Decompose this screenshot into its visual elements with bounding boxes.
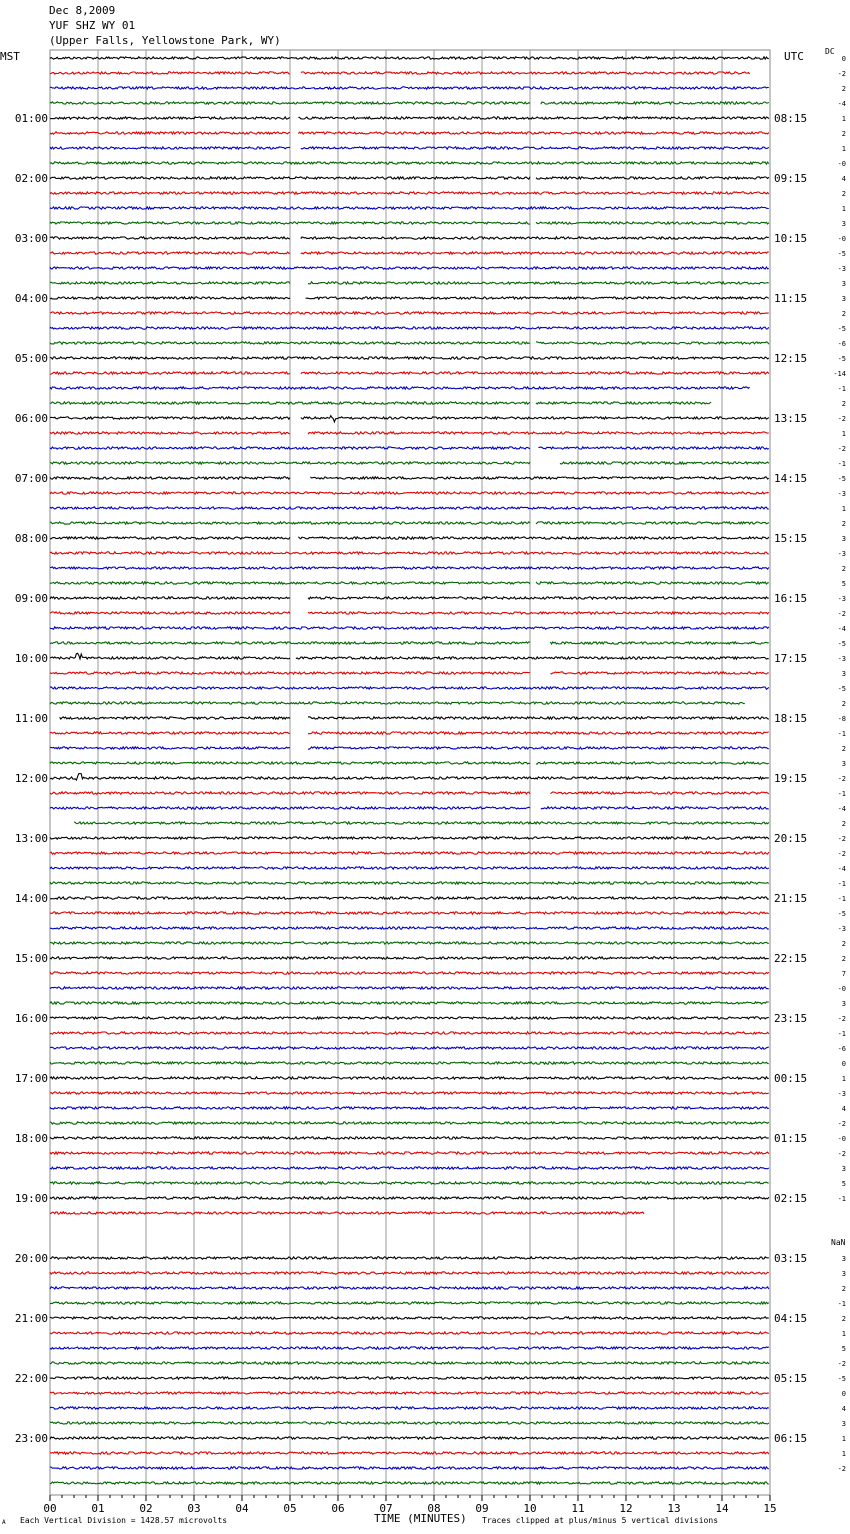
- x-tick-label: 01: [91, 1502, 105, 1515]
- right-hour-label: 16:15: [774, 592, 808, 605]
- nan-label: NaN: [831, 1238, 846, 1247]
- trace-row-62: [50, 987, 769, 989]
- x-tick-label: 08: [427, 1502, 441, 1515]
- dc-offset-value: -2: [837, 1120, 846, 1128]
- dc-offset-value: 3: [841, 1420, 846, 1428]
- dc-offset-value: 3: [841, 535, 846, 543]
- x-axis-label: TIME (MINUTES): [374, 1512, 467, 1525]
- trace-row-76: [50, 1197, 769, 1199]
- trace-row-63: [50, 1002, 769, 1004]
- trace-row-77: [50, 1212, 644, 1214]
- dc-offset-value: 1: [841, 430, 846, 438]
- dc-offset-value: 3: [841, 1165, 846, 1173]
- x-tick-label: 00: [43, 1502, 57, 1515]
- clip-note: Traces clipped at plus/minus 5 vertical divisions: [482, 1516, 719, 1525]
- dc-offset-value: 1: [841, 145, 846, 153]
- dc-offset-value: -3: [837, 655, 846, 663]
- trace-row-19: [50, 342, 769, 344]
- dc-offset-value: -1: [837, 895, 846, 903]
- trace-row-5: [50, 132, 769, 134]
- trace-row-17: [50, 312, 769, 314]
- left-hour-label: 06:00: [14, 412, 48, 425]
- trace-row-21: [50, 372, 769, 374]
- right-hour-label: 14:15: [774, 472, 808, 485]
- dc-offset-value: -5: [837, 1375, 846, 1383]
- dc-offset-value: -2: [837, 775, 846, 783]
- dc-offset-value: 3: [841, 760, 846, 768]
- dc-offset-value: -4: [837, 100, 846, 108]
- dc-offset-value: -1: [837, 730, 846, 738]
- trace-row-93: [50, 1452, 769, 1454]
- right-hour-label: 00:15: [774, 1072, 808, 1085]
- right-timezone-label: UTC: [784, 50, 804, 63]
- dc-offset-value: -2: [837, 1465, 846, 1473]
- trace-row-68: [50, 1077, 769, 1079]
- right-hour-label: 20:15: [774, 832, 808, 845]
- trace-row-33: [50, 552, 769, 554]
- plot-date: Dec 8,2009: [49, 4, 116, 17]
- trace-row-1: [50, 72, 750, 74]
- x-tick-label: 12: [619, 1502, 633, 1515]
- trace-row-85: [50, 1332, 769, 1334]
- dc-offset-value: 5: [841, 1345, 846, 1353]
- dc-offset-value: 4: [841, 1405, 846, 1413]
- left-hour-label: 01:00: [14, 112, 48, 125]
- dc-offset-value: 3: [841, 1270, 846, 1278]
- trace-row-14: [50, 267, 769, 269]
- dc-offset-value: -0: [837, 235, 846, 243]
- trace-row-45: [50, 732, 769, 734]
- right-hour-label: 15:15: [774, 532, 808, 545]
- left-hour-label: 19:00: [14, 1192, 48, 1205]
- trace-row-71: [50, 1122, 769, 1124]
- dc-offset-value: 2: [841, 940, 846, 948]
- dc-offset-value: -1: [837, 1030, 846, 1038]
- trace-row-83: [50, 1302, 769, 1304]
- trace-row-91: [50, 1422, 769, 1424]
- trace-row-9: [50, 192, 769, 194]
- dc-offset-value: -5: [837, 355, 846, 363]
- trace-row-13: [50, 252, 769, 254]
- trace-row-32: [50, 537, 769, 539]
- dc-offset-value: 2: [841, 130, 846, 138]
- dc-offset-value: -6: [837, 1045, 846, 1053]
- trace-row-56: [50, 897, 769, 899]
- trace-row-8: [50, 177, 769, 179]
- right-hour-label: 03:15: [774, 1252, 808, 1265]
- dc-offset-value: 2: [841, 190, 846, 198]
- trace-row-20: [50, 357, 769, 359]
- trace-row-27: [50, 462, 769, 464]
- trace-row-50: [50, 807, 769, 809]
- dc-offset-value: -5: [837, 325, 846, 333]
- trace-row-15: [50, 282, 769, 284]
- trace-row-51: [74, 822, 769, 824]
- dc-offset-value: 2: [841, 700, 846, 708]
- trace-row-11: [50, 222, 769, 224]
- station-code: YUF SHZ WY 01: [49, 19, 136, 32]
- right-hour-label: 23:15: [774, 1012, 808, 1025]
- left-hour-label: 07:00: [14, 472, 48, 485]
- x-tick-label: 11: [571, 1502, 585, 1515]
- dc-offset-value: 2: [841, 520, 846, 528]
- trace-row-34: [50, 567, 769, 569]
- left-timezone-label: MST: [0, 50, 20, 63]
- dc-offset-value: 1: [841, 505, 846, 513]
- x-tick-label: 15: [763, 1502, 777, 1515]
- trace-row-36: [50, 597, 769, 599]
- dc-offset-value: -1: [837, 1300, 846, 1308]
- trace-row-74: [50, 1167, 769, 1169]
- dc-offset-value: 5: [841, 580, 846, 588]
- right-hour-label: 05:15: [774, 1372, 808, 1385]
- right-hour-label: 12:15: [774, 352, 808, 365]
- dc-offset-value: -1: [837, 460, 846, 468]
- dc-offset-value: -1: [837, 385, 846, 393]
- trace-row-22: [50, 387, 750, 389]
- trace-row-4: [50, 117, 769, 119]
- dc-offset-value: 2: [841, 565, 846, 573]
- trace-row-18: [50, 327, 769, 329]
- dc-offset-value: 3: [841, 1255, 846, 1263]
- right-hour-label: 09:15: [774, 172, 808, 185]
- dc-offset-value: -5: [837, 910, 846, 918]
- left-hour-label: 17:00: [14, 1072, 48, 1085]
- dc-offset-value: 2: [841, 310, 846, 318]
- dc-offset-value: -2: [837, 1360, 846, 1368]
- dc-offset-value: -2: [837, 850, 846, 858]
- trace-row-12: [50, 237, 769, 239]
- trace-row-95: [50, 1482, 769, 1484]
- left-hour-label: 12:00: [14, 772, 48, 785]
- dc-offset-value: 4: [841, 175, 846, 183]
- trace-row-73: [50, 1152, 769, 1154]
- trace-row-92: [50, 1437, 769, 1439]
- trace-row-39: [50, 642, 769, 644]
- dc-offset-value: 2: [841, 820, 846, 828]
- dc-offset-value: -4: [837, 865, 846, 873]
- corner-mark: A: [2, 1519, 6, 1526]
- trace-row-2: [50, 87, 769, 89]
- trace-row-60: [50, 957, 769, 959]
- dc-offset-value: -1: [837, 880, 846, 888]
- trace-row-84: [50, 1317, 769, 1319]
- trace-row-88: [50, 1377, 769, 1379]
- scale-note: Each Vertical Division = 1428.57 microvolts: [20, 1516, 228, 1525]
- x-tick-label: 13: [667, 1502, 681, 1515]
- left-hour-label: 05:00: [14, 352, 48, 365]
- dc-offset-value: 0: [841, 1390, 846, 1398]
- trace-row-31: [50, 522, 769, 524]
- dc-offset-value: -0: [837, 1135, 846, 1143]
- left-hour-label: 08:00: [14, 532, 48, 545]
- dc-offset-value: -5: [837, 640, 846, 648]
- trace-row-87: [50, 1362, 769, 1364]
- dc-offset-value: -4: [837, 625, 846, 633]
- trace-row-75: [50, 1182, 769, 1184]
- left-hour-label: 15:00: [14, 952, 48, 965]
- left-hour-label: 02:00: [14, 172, 48, 185]
- dc-offset-value: -3: [837, 265, 846, 273]
- trace-row-49: [50, 792, 769, 794]
- trace-row-81: [50, 1272, 769, 1274]
- x-tick-label: 02: [139, 1502, 153, 1515]
- left-hour-label: 16:00: [14, 1012, 48, 1025]
- trace-row-26: [50, 447, 769, 449]
- right-hour-label: 17:15: [774, 652, 808, 665]
- trace-row-67: [50, 1062, 769, 1064]
- trace-row-94: [50, 1467, 769, 1469]
- trace-row-86: [50, 1347, 769, 1349]
- x-tick-label: 05: [283, 1502, 297, 1515]
- right-hour-label: 06:15: [774, 1432, 808, 1445]
- dc-offset-value: 3: [841, 280, 846, 288]
- dc-offset-value: -2: [837, 835, 846, 843]
- trace-row-0: [50, 57, 769, 59]
- left-hour-label: 18:00: [14, 1132, 48, 1145]
- trace-row-44: [60, 717, 769, 719]
- trace-row-29: [50, 492, 769, 494]
- dc-offset-value: -5: [837, 250, 846, 258]
- x-tick-label: 06: [331, 1502, 345, 1515]
- right-hour-label: 19:15: [774, 772, 808, 785]
- dc-offset-value: 3: [841, 295, 846, 303]
- dc-offset-value: 1: [841, 1075, 846, 1083]
- dc-offset-value: -14: [833, 370, 846, 378]
- dc-offset-value: 1: [841, 1435, 846, 1443]
- trace-row-28: [50, 477, 769, 479]
- trace-row-47: [50, 762, 769, 764]
- trace-row-64: [50, 1017, 769, 1019]
- trace-row-40: [50, 653, 769, 659]
- dc-offset-value: 1: [841, 205, 846, 213]
- trace-row-54: [50, 867, 769, 869]
- left-hour-label: 03:00: [14, 232, 48, 245]
- trace-row-37: [50, 612, 769, 614]
- dc-offset-value: 2: [841, 85, 846, 93]
- dc-offset-value: -2: [837, 70, 846, 78]
- dc-offset-value: -2: [837, 445, 846, 453]
- dc-offset-value: -3: [837, 595, 846, 603]
- dc-offset-value: 2: [841, 400, 846, 408]
- trace-row-66: [50, 1047, 769, 1049]
- dc-offset-value: -3: [837, 490, 846, 498]
- trace-row-41: [50, 672, 769, 674]
- left-hour-label: 21:00: [14, 1312, 48, 1325]
- trace-row-10: [50, 207, 769, 209]
- dc-offset-value: -1: [837, 790, 846, 798]
- trace-row-38: [50, 627, 769, 629]
- trace-row-35: [50, 582, 769, 584]
- right-hour-label: 10:15: [774, 232, 808, 245]
- left-hour-label: 13:00: [14, 832, 48, 845]
- right-hour-label: 18:15: [774, 712, 808, 725]
- trace-row-52: [50, 837, 769, 839]
- trace-row-58: [50, 927, 769, 929]
- right-hour-label: 08:15: [774, 112, 808, 125]
- dc-offset-value: 1: [841, 1330, 846, 1338]
- dc-offset-value: -3: [837, 925, 846, 933]
- dc-offset-value: -4: [837, 805, 846, 813]
- dc-offset-value: 0: [841, 55, 846, 63]
- dc-offset-value: -2: [837, 415, 846, 423]
- station-location: (Upper Falls, Yellowstone Park, WY): [49, 34, 281, 47]
- dc-offset-value: -3: [837, 1090, 846, 1098]
- trace-row-30: [50, 507, 769, 509]
- trace-row-48: [50, 774, 769, 781]
- dc-offset-value: 2: [841, 955, 846, 963]
- left-hour-label: 04:00: [14, 292, 48, 305]
- dc-offset-value: 3: [841, 670, 846, 678]
- left-hour-label: 23:00: [14, 1432, 48, 1445]
- dc-offset-value: 7: [841, 970, 846, 978]
- right-hour-label: 11:15: [774, 292, 808, 305]
- dc-offset-value: 2: [841, 745, 846, 753]
- x-tick-label: 14: [715, 1502, 729, 1515]
- trace-row-89: [50, 1392, 769, 1394]
- x-tick-label: 04: [235, 1502, 249, 1515]
- trace-row-7: [50, 162, 769, 164]
- trace-row-61: [50, 972, 769, 974]
- dc-offset-value: -5: [837, 475, 846, 483]
- dc-offset-value: 2: [841, 1315, 846, 1323]
- right-hour-label: 02:15: [774, 1192, 808, 1205]
- dc-offset-value: -8: [837, 715, 846, 723]
- left-hour-label: 22:00: [14, 1372, 48, 1385]
- left-hour-label: 20:00: [14, 1252, 48, 1265]
- trace-row-55: [50, 882, 769, 884]
- trace-row-80: [50, 1257, 769, 1259]
- right-hour-label: 01:15: [774, 1132, 808, 1145]
- trace-row-42: [50, 687, 769, 689]
- trace-row-72: [50, 1137, 769, 1139]
- dc-offset-value: -5: [837, 685, 846, 693]
- x-tick-label: 03: [187, 1502, 201, 1515]
- dc-offset-value: 0: [841, 1060, 846, 1068]
- trace-row-82: [50, 1287, 769, 1289]
- trace-row-6: [50, 147, 769, 149]
- dc-offset-value: -0: [837, 160, 846, 168]
- trace-row-53: [50, 852, 769, 854]
- trace-row-69: [50, 1092, 769, 1094]
- left-hour-label: 14:00: [14, 892, 48, 905]
- x-tick-label: 07: [379, 1502, 393, 1515]
- trace-row-3: [50, 102, 769, 104]
- right-hour-label: 22:15: [774, 952, 808, 965]
- dc-offset-value: 3: [841, 220, 846, 228]
- left-hour-label: 10:00: [14, 652, 48, 665]
- x-tick-label: 10: [523, 1502, 537, 1515]
- trace-row-70: [50, 1107, 769, 1109]
- trace-row-57: [50, 912, 769, 914]
- dc-offset-header: DC: [825, 47, 835, 56]
- dc-offset-value: -2: [837, 1015, 846, 1023]
- trace-row-46: [50, 747, 769, 749]
- trace-row-90: [50, 1407, 769, 1409]
- trace-row-59: [50, 942, 769, 944]
- dc-offset-value: -2: [837, 1150, 846, 1158]
- dc-offset-value: -0: [837, 985, 846, 993]
- trace-row-23: [50, 402, 711, 404]
- right-hour-label: 21:15: [774, 892, 808, 905]
- left-hour-label: 09:00: [14, 592, 48, 605]
- dc-offset-value: -3: [837, 550, 846, 558]
- dc-offset-value: -2: [837, 610, 846, 618]
- trace-row-16: [50, 297, 769, 299]
- dc-offset-value: -1: [837, 1195, 846, 1203]
- dc-offset-value: 2: [841, 1285, 846, 1293]
- right-hour-label: 13:15: [774, 412, 808, 425]
- right-hour-label: 04:15: [774, 1312, 808, 1325]
- dc-offset-value: 4: [841, 1105, 846, 1113]
- dc-offset-value: 3: [841, 1000, 846, 1008]
- dc-offset-value: 1: [841, 1450, 846, 1458]
- left-hour-label: 11:00: [14, 712, 48, 725]
- x-tick-label: 09: [475, 1502, 489, 1515]
- trace-row-24: [50, 416, 769, 422]
- dc-offset-value: 5: [841, 1180, 846, 1188]
- dc-offset-value: -6: [837, 340, 846, 348]
- trace-row-25: [50, 432, 769, 434]
- trace-row-43: [50, 702, 745, 704]
- dc-offset-value: 1: [841, 115, 846, 123]
- trace-row-65: [50, 1032, 769, 1034]
